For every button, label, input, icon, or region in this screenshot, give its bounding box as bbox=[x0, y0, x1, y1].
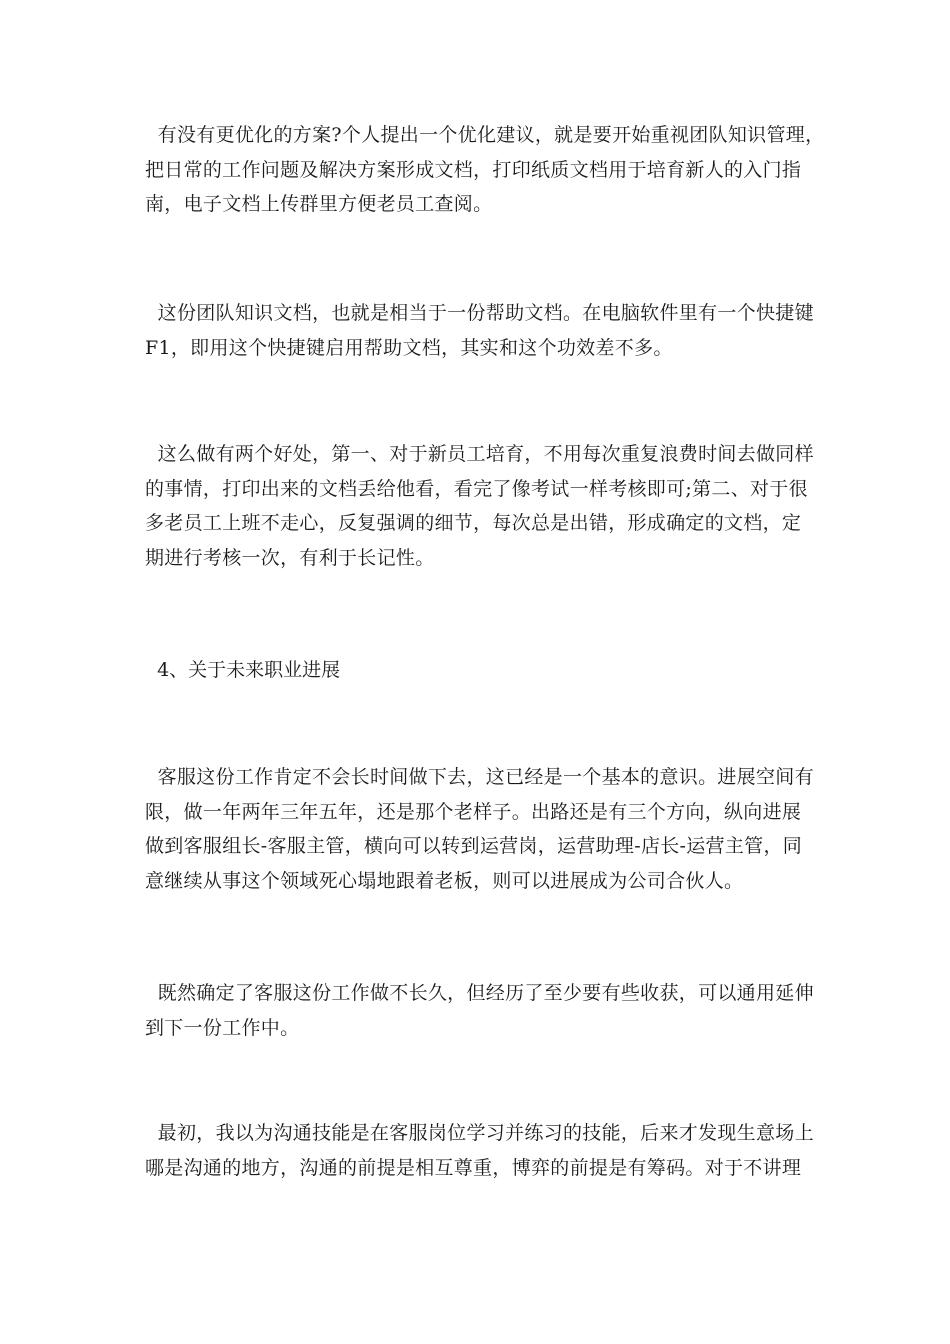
paragraph-help-document bbox=[145, 296, 813, 365]
text-line: 最初，我以为沟通技能是在客服岗位学习并练习的技能，后来才发现生意场上 bbox=[145, 1122, 814, 1144]
text-line: 意继续从事这个领域死心塌地跟着老板，则可以进展成为公司合伙人。 bbox=[145, 869, 744, 892]
paragraph-transferable-skills bbox=[145, 976, 813, 1045]
text-line: 南，电子文档上传群里方便老员工查阅。 bbox=[145, 193, 493, 215]
text-line: F1，即用这个快捷键启用帮助文档，其实和这个功效差不多。 bbox=[145, 336, 673, 359]
text-line: 多老员工上班不走心，反复强调的细节，每次总是出错，形成确定的文档，定 bbox=[145, 512, 802, 534]
paragraph-knowledge-management bbox=[145, 118, 825, 222]
paragraph-benefits bbox=[145, 437, 813, 575]
section-heading-career bbox=[145, 653, 340, 688]
paragraph-career-paths bbox=[145, 760, 813, 898]
text-line: 限，做一年两年三年五年，还是那个老样子。出路还是有三个方向，纵向进展 bbox=[145, 800, 802, 823]
text-line: 做到客服组长-客服主管，横向可以转到运营岗，运营助理-店长-运营主管，同 bbox=[145, 835, 803, 857]
text-line: 既然确定了客服这份工作做不长久，但经历了至少要有些收获，可以通用延伸 bbox=[145, 982, 814, 1004]
text-line: 的事情，打印出来的文档丢给他看，看完了像考试一样考核即可;第二、对于很 bbox=[145, 477, 808, 500]
paragraph-communication bbox=[145, 1116, 813, 1185]
text-line: 把日常的工作问题及解决方案形成文档，打印纸质文档用于培育新人的入门指 bbox=[145, 158, 802, 181]
text-line: 这么做有两个好处，第一、对于新员工培育，不用每次重复浪费时间去做同样 bbox=[145, 443, 814, 465]
heading-text: 4、关于未来职业进展 bbox=[145, 659, 341, 681]
text-line: 客服这份工作肯定不会长时间做下去，这已经是一个基本的意识。进展空间有 bbox=[145, 766, 814, 788]
text-line: 到下一份工作中。 bbox=[145, 1016, 300, 1039]
text-line: 有没有更优化的方案?个人提出一个优化建议，就是要开始重视团队知识管理， bbox=[145, 124, 825, 146]
text-line: 期进行考核一次，有利于长记性。 bbox=[145, 546, 435, 569]
text-line: 这份团队知识文档，也就是相当于一份帮助文档。在电脑软件里有一个快捷键 bbox=[145, 302, 814, 324]
text-line: 哪是沟通的地方，沟通的前提是相互尊重，博弈的前提是有筹码。对于不讲理 bbox=[145, 1156, 802, 1179]
